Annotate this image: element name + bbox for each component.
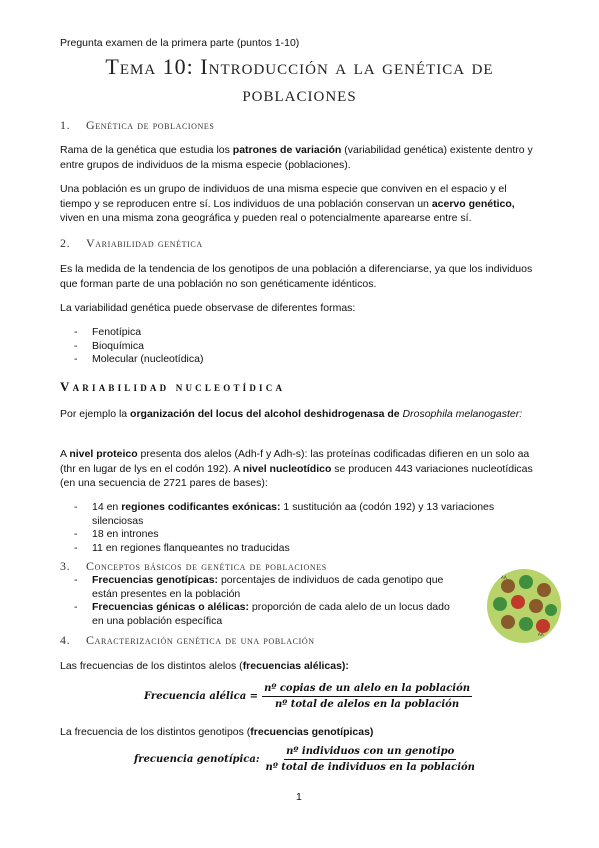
- text-run: La frecuencia de los distintos genotipos (: [60, 726, 251, 738]
- section-4-heading: [60, 633, 315, 648]
- section-1-heading: [60, 118, 214, 133]
- nucleotide-paragraph-2: [60, 447, 540, 491]
- text-run: Las frecuencias de los distintos alelos (: [60, 660, 243, 672]
- species-name: Drosophila melanogaster:: [402, 408, 523, 420]
- formula-lhs: Frecuencia alélica =: [144, 691, 259, 702]
- section-2-number: 2.: [60, 236, 71, 250]
- page-number: 1: [296, 791, 302, 803]
- section-2-title: Variabilidad genética: [86, 236, 203, 250]
- text-run: proporción de cada alelo de un locus dado en una población específica: [92, 601, 450, 627]
- bold-term: frecuencias genotípicas): [250, 726, 374, 738]
- section-2-paragraph-2: La variabilidad genética puede observase de diferentes formas:: [60, 302, 356, 314]
- list-item: [60, 601, 460, 628]
- formula-lhs: frecuencia genotípica:: [134, 754, 260, 765]
- section-4-title: Caracterización genética de una población: [86, 633, 315, 647]
- section-3-number: 3.: [60, 559, 71, 573]
- cell: [537, 583, 551, 597]
- formula-numerator: nº individuos con un genotipo: [284, 746, 456, 760]
- cell-population-illustration: [486, 568, 562, 644]
- section-3-heading: [60, 559, 327, 574]
- cell: [519, 575, 533, 589]
- bold-term: acervo genético,: [431, 197, 515, 210]
- list-item: [60, 501, 530, 528]
- bold-term: organización del locus del alcohol deshidrogenasa de: [130, 408, 400, 420]
- page-title: [40, 53, 559, 107]
- bold-term: regiones codificantes exónicas:: [121, 501, 281, 513]
- genotype-frequency-formula: [134, 746, 477, 773]
- text-run: A: [60, 448, 70, 460]
- formula-fraction: [264, 746, 477, 773]
- allele-frequency-formula: [144, 683, 472, 710]
- section-1-paragraph-1: [60, 143, 540, 172]
- list-item: - Fenotípica: [60, 326, 540, 340]
- cell: [493, 597, 507, 611]
- variation-breakdown-list: [60, 501, 530, 555]
- formula-numerator: nº copias de un alelo en la población: [262, 683, 472, 697]
- section-1-number: 1.: [60, 118, 71, 132]
- list-item: - Molecular (nucleotídica): [60, 353, 540, 367]
- cell: [529, 599, 543, 613]
- page-title-line-2: poblaciones: [242, 81, 357, 106]
- genotype-label: AA: [501, 575, 507, 580]
- section-2-paragraph-1: Es la medida de la tendencia de los genotipos de una población a diferenciarse, ya que los individuos que forman parte de una población no son genéticamente idénticos.: [60, 263, 533, 290]
- section-4-number: 4.: [60, 633, 71, 647]
- bold-term: patrones de variación: [232, 144, 342, 156]
- genotype-label: AA: [538, 632, 544, 637]
- section-2-heading: [60, 236, 203, 251]
- section-1-paragraph-2: [60, 182, 540, 226]
- list-item: - 11 en regiones flanqueantes no traducidas: [60, 542, 530, 556]
- variability-forms-list: [60, 326, 540, 367]
- text-run: Una población es un grupo de individuos de una misma especie que conviven en el espacio y el tiempo y se reproducen entre sí. Los individuos de una población conservan un: [60, 183, 507, 210]
- nucleotide-paragraph-1: [60, 407, 540, 422]
- section-1-title: Genética de poblaciones: [86, 118, 215, 132]
- cell: [545, 604, 557, 616]
- text-run: 1 sustitución aa (codón 192) y 13 variaciones silenciosas: [92, 501, 495, 527]
- cell: [519, 617, 533, 631]
- page-title-line-1: Tema 10: Introducción a la genética de: [105, 54, 494, 79]
- bold-term: nivel nucleotídico: [242, 462, 332, 475]
- text-run: 14 en: [92, 501, 122, 513]
- cell: [511, 595, 525, 609]
- text-run: Rama de la genética que estudia los: [60, 144, 233, 156]
- text-run: viven en una misma zona geográfica y pueden real o potencialmente aparearse entre sí.: [60, 212, 472, 224]
- section-4-paragraph-2: [60, 725, 540, 740]
- text-run: porcentajes de individuos de cada genotipo que están presentes en la población: [92, 574, 444, 600]
- bold-term: frecuencias alélicas):: [242, 660, 349, 672]
- section-4-paragraph-1: [60, 659, 540, 674]
- bold-term: Frecuencias genotípicas:: [92, 574, 219, 586]
- text-run: Por ejemplo la: [60, 408, 131, 420]
- header-note: Pregunta examen de la primera parte (puntos 1-10): [60, 37, 300, 49]
- list-item: [60, 574, 460, 601]
- basic-concepts-list: [60, 574, 460, 628]
- list-item: - 18 en intrones: [60, 528, 530, 542]
- text-run: presenta dos alelos (Adh-f y Adh-s): las proteínas codificadas difieren en un solo aa (thr en lugar de lys en el codón 192). A: [60, 448, 530, 475]
- formula-fraction: [262, 683, 472, 710]
- bold-term: Frecuencias génicas o alélicas:: [92, 601, 249, 613]
- text-run: (variabilidad genética) existente dentro y entre grupos de individuos de la misma especie (poblaciones).: [60, 144, 533, 171]
- cell: [536, 619, 550, 633]
- list-item: - Bioquímica: [60, 340, 540, 354]
- text-run: se producen 443 variaciones nucleotídicas (en una secuencia de 2721 pares de bases):: [60, 462, 533, 489]
- formula-denominator: nº total de individuos en la población: [265, 762, 475, 773]
- bold-term: nivel proteico: [69, 448, 138, 460]
- cell: [501, 579, 515, 593]
- nucleotide-variability-heading: Variabilidad nucleotídica: [60, 379, 286, 394]
- section-3-title: Conceptos básicos de genética de poblaciones: [86, 559, 327, 573]
- cell: [501, 615, 515, 629]
- formula-denominator: nº total de alelos en la población: [274, 699, 460, 710]
